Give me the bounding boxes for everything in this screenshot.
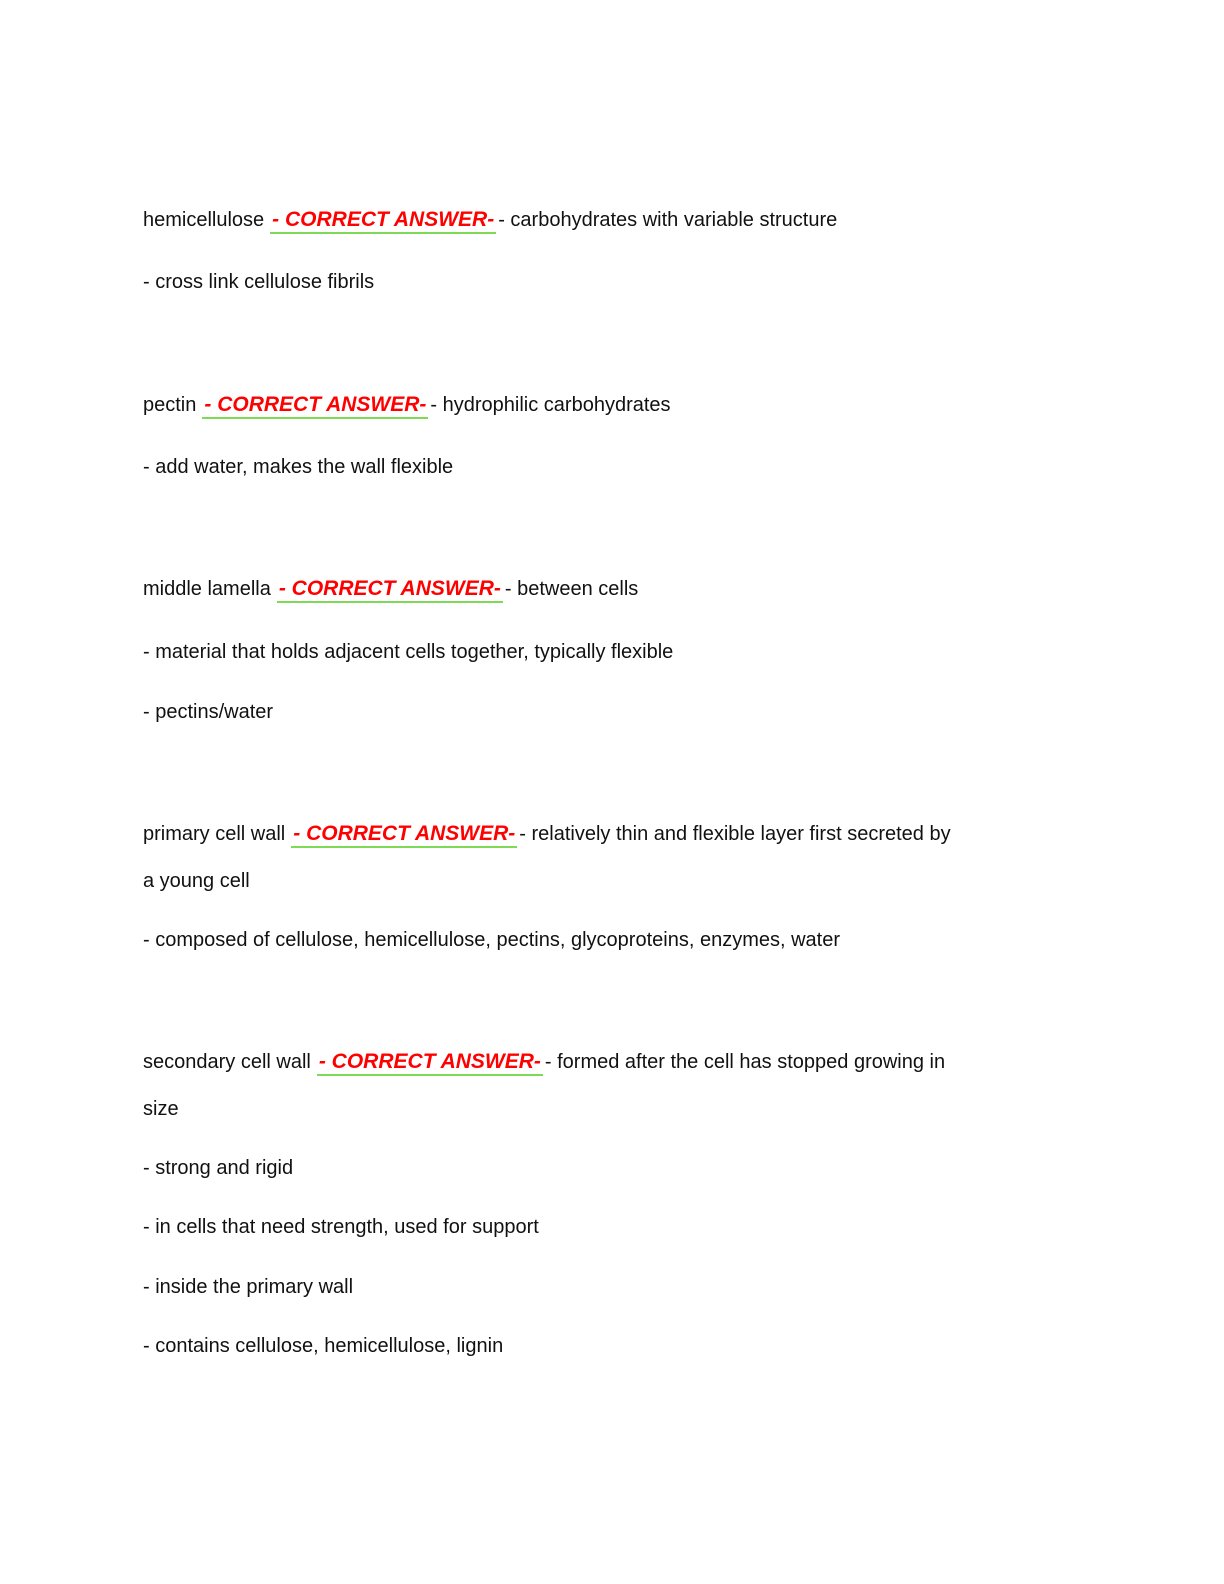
entry-heading-hemicellulose xyxy=(143,207,1083,234)
bullet-line: - add water, makes the wall flexible xyxy=(143,456,454,478)
definition: - hydrophilic carbohydrates xyxy=(430,394,671,416)
bullet-line: - contains cellulose, hemicellulose, lignin xyxy=(143,1335,504,1357)
bullet-line: - material that holds adjacent cells together, typically flexible xyxy=(143,641,674,663)
bullet-line: - composed of cellulose, hemicellulose, pectins, glycoproteins, enzymes, water xyxy=(143,929,840,951)
definition: - carbohydrates with variable structure xyxy=(498,209,838,231)
correct-answer-tag: - CORRECT ANSWER- xyxy=(202,394,428,419)
correct-answer-tag: - CORRECT ANSWER- xyxy=(277,578,503,603)
term: secondary cell wall xyxy=(143,1051,311,1073)
entry-heading-middle-lamella xyxy=(143,576,1083,603)
definition: - relatively thin and flexible layer first secreted by xyxy=(519,823,951,845)
bullet-line: - cross link cellulose fibrils xyxy=(143,271,375,293)
term: primary cell wall xyxy=(143,823,286,845)
correct-answer-tag: - CORRECT ANSWER- xyxy=(291,823,517,848)
correct-answer-tag: - CORRECT ANSWER- xyxy=(317,1051,543,1076)
entry-heading-pectin xyxy=(143,392,1083,419)
term: hemicellulose xyxy=(143,209,265,231)
bullet-line: - inside the primary wall xyxy=(143,1276,354,1298)
entry-heading-primary-cell-wall xyxy=(143,821,1083,848)
definition: - between cells xyxy=(504,578,639,600)
bullet-line: - in cells that need strength, used for support xyxy=(143,1216,539,1238)
definition-continuation: a young cell xyxy=(143,870,250,892)
bullet-line: - pectins/water xyxy=(143,701,274,723)
definition-continuation: size xyxy=(143,1098,179,1120)
bullet-line: - strong and rigid xyxy=(143,1157,294,1179)
definition: - formed after the cell has stopped growing in xyxy=(544,1051,946,1073)
entry-heading-secondary-cell-wall xyxy=(143,1049,1083,1076)
correct-answer-tag: - CORRECT ANSWER- xyxy=(270,209,496,234)
term: middle lamella xyxy=(143,578,271,600)
term: pectin xyxy=(143,394,197,416)
